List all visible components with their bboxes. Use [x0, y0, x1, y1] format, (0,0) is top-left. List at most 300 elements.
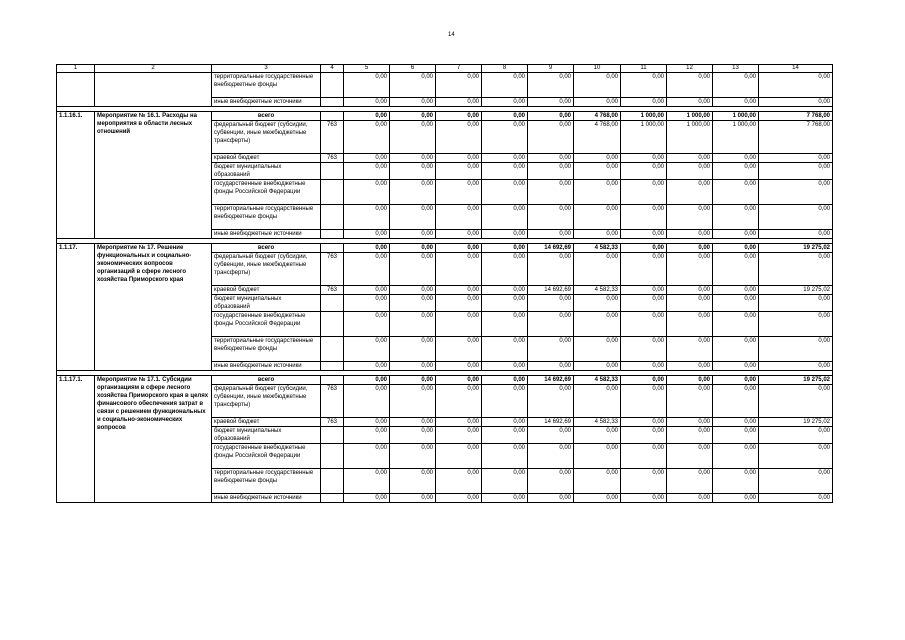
- grbs-code: [321, 376, 344, 385]
- amount-cell: 0,00: [621, 494, 667, 503]
- funding-source: краевой бюджет: [212, 418, 321, 427]
- amount-cell: 0,00: [482, 418, 528, 427]
- amount-cell: 0,00: [574, 154, 621, 163]
- amount-cell: 0,00: [667, 337, 713, 362]
- amount-cell: 0,00: [344, 73, 390, 98]
- amount-cell: 0,00: [759, 295, 833, 312]
- grbs-code: 763: [321, 154, 344, 163]
- amount-cell: 0,00: [436, 163, 482, 180]
- column-header: 14: [759, 65, 833, 73]
- funding-source: иные внебюджетные источники: [212, 98, 321, 107]
- column-number-row: [57, 65, 833, 73]
- amount-cell: 0,00: [621, 376, 667, 385]
- amount-cell: 0,00: [574, 444, 621, 469]
- amount-cell: 0,00: [574, 295, 621, 312]
- amount-cell: 0,00: [667, 418, 713, 427]
- amount-cell: 0,00: [344, 121, 390, 154]
- amount-cell: 0,00: [528, 385, 574, 418]
- funding-source: федеральный бюджет (субсидии, субвенции, иные межбюджетные трансферты): [212, 253, 321, 286]
- amount-cell: 0,00: [667, 385, 713, 418]
- amount-cell: 0,00: [574, 362, 621, 371]
- amount-cell: 0,00: [713, 494, 759, 503]
- amount-cell: 0,00: [390, 98, 436, 107]
- column-header: 5: [344, 65, 390, 73]
- amount-cell: 0,00: [574, 312, 621, 337]
- table-row: [57, 73, 833, 98]
- amount-cell: 0,00: [621, 253, 667, 286]
- amount-cell: 0,00: [482, 163, 528, 180]
- amount-cell: 0,00: [667, 98, 713, 107]
- funding-source: краевой бюджет: [212, 286, 321, 295]
- funding-source: иные внебюджетные источники: [212, 230, 321, 239]
- amount-cell: 0,00: [344, 112, 390, 121]
- table-body: [57, 65, 833, 503]
- amount-cell: 0,00: [759, 362, 833, 371]
- amount-cell: 0,00: [390, 112, 436, 121]
- table-row: [57, 376, 833, 385]
- column-header: 4: [321, 65, 344, 73]
- grbs-code: [321, 98, 344, 107]
- funding-source: краевой бюджет: [212, 154, 321, 163]
- amount-cell: 0,00: [436, 244, 482, 253]
- grbs-code: [321, 362, 344, 371]
- amount-cell: 0,00: [344, 444, 390, 469]
- amount-cell: 0,00: [482, 230, 528, 239]
- amount-cell: 0,00: [390, 427, 436, 444]
- amount-cell: 0,00: [713, 337, 759, 362]
- amount-cell: 0,00: [482, 376, 528, 385]
- measure-code: 1.1.17.1.: [57, 376, 95, 503]
- amount-cell: 0,00: [344, 362, 390, 371]
- amount-cell: 0,00: [574, 205, 621, 230]
- amount-cell: 0,00: [482, 337, 528, 362]
- amount-cell: 0,00: [390, 494, 436, 503]
- amount-cell: 0,00: [713, 154, 759, 163]
- amount-cell: 0,00: [528, 180, 574, 205]
- amount-cell: 0,00: [621, 418, 667, 427]
- amount-cell: 0,00: [528, 362, 574, 371]
- column-header: 8: [482, 65, 528, 73]
- amount-cell: 0,00: [528, 163, 574, 180]
- amount-cell: 0,00: [344, 337, 390, 362]
- funding-source: иные внебюджетные источники: [212, 494, 321, 503]
- amount-cell: 0,00: [436, 376, 482, 385]
- measure-name: [95, 73, 212, 107]
- grbs-code: 763: [321, 253, 344, 286]
- funding-source: федеральный бюджет (субсидии, субвенции, иные межбюджетные трансферты): [212, 121, 321, 154]
- amount-cell: 0,00: [390, 121, 436, 154]
- grbs-code: 763: [321, 286, 344, 295]
- amount-cell: 0,00: [713, 444, 759, 469]
- table-row: [57, 112, 833, 121]
- amount-cell: 0,00: [713, 376, 759, 385]
- amount-cell: 14 692,69: [528, 244, 574, 253]
- grbs-code: [321, 244, 344, 253]
- amount-cell: 4 582,33: [574, 376, 621, 385]
- amount-cell: 1 000,00: [621, 112, 667, 121]
- amount-cell: 0,00: [713, 295, 759, 312]
- amount-cell: 0,00: [713, 427, 759, 444]
- amount-cell: 0,00: [759, 337, 833, 362]
- column-header: 10: [574, 65, 621, 73]
- amount-cell: 0,00: [344, 286, 390, 295]
- amount-cell: 0,00: [528, 205, 574, 230]
- amount-cell: 7 768,00: [759, 112, 833, 121]
- amount-cell: 0,00: [436, 253, 482, 286]
- funding-source: территориальные государственные внебюджетные фонды: [212, 337, 321, 362]
- amount-cell: 0,00: [344, 295, 390, 312]
- amount-cell: 0,00: [482, 286, 528, 295]
- amount-cell: 0,00: [759, 312, 833, 337]
- amount-cell: 0,00: [482, 427, 528, 444]
- amount-cell: 14 692,69: [528, 376, 574, 385]
- amount-cell: 0,00: [528, 337, 574, 362]
- amount-cell: 0,00: [344, 312, 390, 337]
- grbs-code: [321, 295, 344, 312]
- grbs-code: [321, 205, 344, 230]
- amount-cell: 0,00: [667, 205, 713, 230]
- amount-cell: 0,00: [667, 494, 713, 503]
- grbs-code: 763: [321, 385, 344, 418]
- amount-cell: 0,00: [436, 121, 482, 154]
- amount-cell: 0,00: [667, 427, 713, 444]
- amount-cell: 0,00: [344, 205, 390, 230]
- grbs-code: [321, 180, 344, 205]
- amount-cell: 0,00: [344, 469, 390, 494]
- amount-cell: 0,00: [713, 385, 759, 418]
- amount-cell: 0,00: [390, 337, 436, 362]
- amount-cell: 0,00: [528, 427, 574, 444]
- grbs-code: [321, 163, 344, 180]
- amount-cell: 0,00: [713, 312, 759, 337]
- column-header: 3: [212, 65, 321, 73]
- amount-cell: 0,00: [574, 469, 621, 494]
- amount-cell: 0,00: [713, 205, 759, 230]
- grbs-code: [321, 494, 344, 503]
- column-header: 6: [390, 65, 436, 73]
- column-header: 2: [95, 65, 212, 73]
- funding-source: территориальные государственные внебюджетные фонды: [212, 73, 321, 98]
- amount-cell: 0,00: [713, 362, 759, 371]
- column-header: 1: [57, 65, 95, 73]
- grbs-code: [321, 312, 344, 337]
- amount-cell: 0,00: [574, 337, 621, 362]
- funding-source: федеральный бюджет (субсидии, субвенции, иные межбюджетные трансферты): [212, 385, 321, 418]
- amount-cell: 0,00: [344, 244, 390, 253]
- amount-cell: 0,00: [482, 253, 528, 286]
- amount-cell: 0,00: [390, 362, 436, 371]
- column-header: 11: [621, 65, 667, 73]
- amount-cell: 0,00: [528, 494, 574, 503]
- amount-cell: 0,00: [528, 230, 574, 239]
- amount-cell: 0,00: [621, 337, 667, 362]
- amount-cell: 0,00: [390, 376, 436, 385]
- amount-cell: 0,00: [390, 295, 436, 312]
- amount-cell: 0,00: [528, 295, 574, 312]
- amount-cell: 0,00: [390, 244, 436, 253]
- amount-cell: 0,00: [528, 444, 574, 469]
- amount-cell: 0,00: [482, 98, 528, 107]
- amount-cell: 1 000,00: [621, 121, 667, 154]
- amount-cell: 0,00: [759, 98, 833, 107]
- amount-cell: 0,00: [528, 98, 574, 107]
- table-row: [57, 244, 833, 253]
- amount-cell: 0,00: [759, 205, 833, 230]
- amount-cell: 0,00: [344, 253, 390, 286]
- amount-cell: 4 768,00: [574, 112, 621, 121]
- amount-cell: 0,00: [344, 385, 390, 418]
- amount-cell: 0,00: [344, 154, 390, 163]
- amount-cell: 0,00: [667, 230, 713, 239]
- amount-cell: 0,00: [759, 73, 833, 98]
- amount-cell: 0,00: [667, 469, 713, 494]
- amount-cell: 14 692,69: [528, 418, 574, 427]
- amount-cell: 0,00: [436, 112, 482, 121]
- grbs-code: [321, 469, 344, 494]
- amount-cell: 0,00: [621, 163, 667, 180]
- amount-cell: 0,00: [759, 253, 833, 286]
- amount-cell: 0,00: [574, 427, 621, 444]
- grbs-code: [321, 112, 344, 121]
- amount-cell: 0,00: [574, 98, 621, 107]
- amount-cell: 0,00: [759, 163, 833, 180]
- amount-cell: 0,00: [344, 98, 390, 107]
- amount-cell: 0,00: [436, 427, 482, 444]
- amount-cell: 0,00: [759, 494, 833, 503]
- amount-cell: 0,00: [482, 154, 528, 163]
- amount-cell: 0,00: [482, 469, 528, 494]
- amount-cell: 0,00: [713, 98, 759, 107]
- amount-cell: 19 275,02: [759, 244, 833, 253]
- amount-cell: 0,00: [621, 469, 667, 494]
- amount-cell: 0,00: [759, 427, 833, 444]
- amount-cell: 0,00: [759, 154, 833, 163]
- amount-cell: 0,00: [390, 418, 436, 427]
- column-header: 12: [667, 65, 713, 73]
- funding-source: государственные внебюджетные фонды Российской Федерации: [212, 180, 321, 205]
- amount-cell: 0,00: [390, 253, 436, 286]
- amount-cell: 0,00: [482, 295, 528, 312]
- grbs-code: [321, 444, 344, 469]
- amount-cell: 0,00: [436, 385, 482, 418]
- amount-cell: 0,00: [528, 312, 574, 337]
- amount-cell: 0,00: [667, 154, 713, 163]
- amount-cell: 0,00: [574, 180, 621, 205]
- amount-cell: 0,00: [713, 286, 759, 295]
- amount-cell: 0,00: [436, 73, 482, 98]
- amount-cell: 0,00: [344, 376, 390, 385]
- amount-cell: 0,00: [390, 205, 436, 230]
- amount-cell: 0,00: [436, 286, 482, 295]
- amount-cell: 0,00: [436, 418, 482, 427]
- amount-cell: 0,00: [621, 362, 667, 371]
- amount-cell: 0,00: [713, 253, 759, 286]
- funding-source: иные внебюджетные источники: [212, 362, 321, 371]
- amount-cell: 0,00: [713, 230, 759, 239]
- measure-name: Мероприятие № 16.1. Расходы на мероприятия в области лесных отношений: [95, 112, 212, 239]
- amount-cell: 0,00: [390, 385, 436, 418]
- funding-source: бюджет муниципальных образований: [212, 295, 321, 312]
- amount-cell: 0,00: [621, 98, 667, 107]
- amount-cell: 0,00: [667, 362, 713, 371]
- grbs-code: [321, 427, 344, 444]
- amount-cell: 0,00: [482, 362, 528, 371]
- amount-cell: 14 692,69: [528, 286, 574, 295]
- amount-cell: 0,00: [482, 385, 528, 418]
- amount-cell: 0,00: [482, 244, 528, 253]
- amount-cell: 0,00: [344, 163, 390, 180]
- amount-cell: 0,00: [482, 205, 528, 230]
- amount-cell: 0,00: [574, 163, 621, 180]
- amount-cell: 0,00: [436, 312, 482, 337]
- amount-cell: 0,00: [667, 295, 713, 312]
- amount-cell: 0,00: [621, 154, 667, 163]
- column-header: 7: [436, 65, 482, 73]
- funding-source: бюджет муниципальных образований: [212, 427, 321, 444]
- amount-cell: 0,00: [713, 418, 759, 427]
- amount-cell: 0,00: [621, 180, 667, 205]
- amount-cell: 0,00: [621, 230, 667, 239]
- amount-cell: 0,00: [436, 205, 482, 230]
- amount-cell: 19 275,02: [759, 418, 833, 427]
- amount-cell: 0,00: [528, 121, 574, 154]
- amount-cell: 0,00: [621, 73, 667, 98]
- amount-cell: 0,00: [713, 73, 759, 98]
- amount-cell: 0,00: [436, 362, 482, 371]
- amount-cell: 19 275,02: [759, 286, 833, 295]
- measure-code: 1.1.16.1.: [57, 112, 95, 239]
- amount-cell: 0,00: [667, 312, 713, 337]
- amount-cell: 0,00: [528, 154, 574, 163]
- amount-cell: 0,00: [344, 180, 390, 205]
- amount-cell: 0,00: [759, 469, 833, 494]
- amount-cell: 0,00: [759, 180, 833, 205]
- amount-cell: 0,00: [528, 73, 574, 98]
- amount-cell: 19 275,02: [759, 376, 833, 385]
- amount-cell: 0,00: [482, 312, 528, 337]
- amount-cell: 0,00: [528, 112, 574, 121]
- amount-cell: 0,00: [759, 230, 833, 239]
- amount-cell: 0,00: [621, 244, 667, 253]
- amount-cell: 0,00: [667, 180, 713, 205]
- amount-cell: 0,00: [759, 385, 833, 418]
- amount-cell: 0,00: [436, 337, 482, 362]
- amount-cell: 0,00: [528, 469, 574, 494]
- measure-name: Мероприятие № 17.1. Субсидии организациям в сфере лесного хозяйства Приморского края в целях финансового обеспечения затрат в связи с решением функциональных и социально-экономических вопросов: [95, 376, 212, 503]
- measure-name: Мероприятие № 17. Решение функциональных и социально-экономических вопросов организаций в сфере лесного хозяйства Приморского края: [95, 244, 212, 371]
- amount-cell: 0,00: [436, 444, 482, 469]
- amount-cell: 0,00: [436, 295, 482, 312]
- amount-cell: 0,00: [482, 494, 528, 503]
- amount-cell: 0,00: [574, 230, 621, 239]
- amount-cell: 4 582,33: [574, 244, 621, 253]
- amount-cell: 0,00: [390, 163, 436, 180]
- amount-cell: 4 582,33: [574, 418, 621, 427]
- column-header: 13: [713, 65, 759, 73]
- amount-cell: 0,00: [574, 494, 621, 503]
- funding-source: территориальные государственные внебюджетные фонды: [212, 205, 321, 230]
- amount-cell: 0,00: [482, 121, 528, 154]
- amount-cell: 0,00: [390, 312, 436, 337]
- amount-cell: 0,00: [390, 230, 436, 239]
- amount-cell: 0,00: [436, 154, 482, 163]
- amount-cell: 0,00: [621, 295, 667, 312]
- funding-source: государственные внебюджетные фонды Российской Федерации: [212, 444, 321, 469]
- amount-cell: 0,00: [344, 418, 390, 427]
- amount-cell: 0,00: [528, 253, 574, 286]
- amount-cell: 0,00: [482, 112, 528, 121]
- amount-cell: 0,00: [667, 376, 713, 385]
- amount-cell: 0,00: [390, 180, 436, 205]
- amount-cell: 0,00: [390, 286, 436, 295]
- column-header: 9: [528, 65, 574, 73]
- amount-cell: 1 000,00: [713, 112, 759, 121]
- amount-cell: 0,00: [574, 253, 621, 286]
- amount-cell: 0,00: [436, 469, 482, 494]
- grbs-code: [321, 230, 344, 239]
- amount-cell: 1 000,00: [713, 121, 759, 154]
- amount-cell: 0,00: [574, 73, 621, 98]
- funding-source: бюджет муниципальных образований: [212, 163, 321, 180]
- amount-cell: 0,00: [713, 163, 759, 180]
- amount-cell: 0,00: [713, 469, 759, 494]
- amount-cell: 4 582,33: [574, 286, 621, 295]
- grbs-code: [321, 73, 344, 98]
- amount-cell: 0,00: [436, 230, 482, 239]
- funding-source: территориальные государственные внебюджетные фонды: [212, 469, 321, 494]
- grbs-code: 763: [321, 121, 344, 154]
- amount-cell: 1 000,00: [667, 112, 713, 121]
- amount-cell: 0,00: [667, 286, 713, 295]
- funding-source: государственные внебюджетные фонды Российской Федерации: [212, 312, 321, 337]
- measure-code: [57, 73, 95, 107]
- amount-cell: 0,00: [482, 444, 528, 469]
- amount-cell: 0,00: [713, 244, 759, 253]
- amount-cell: 0,00: [621, 385, 667, 418]
- amount-cell: 0,00: [390, 73, 436, 98]
- funding-source: всего: [212, 244, 321, 253]
- amount-cell: 0,00: [667, 244, 713, 253]
- amount-cell: 7 768,00: [759, 121, 833, 154]
- amount-cell: 0,00: [621, 427, 667, 444]
- amount-cell: 0,00: [759, 444, 833, 469]
- amount-cell: 0,00: [436, 98, 482, 107]
- amount-cell: 0,00: [390, 469, 436, 494]
- grbs-code: [321, 337, 344, 362]
- amount-cell: 1 000,00: [667, 121, 713, 154]
- amount-cell: 0,00: [482, 73, 528, 98]
- amount-cell: 0,00: [621, 312, 667, 337]
- amount-cell: 0,00: [344, 230, 390, 239]
- amount-cell: 0,00: [667, 253, 713, 286]
- amount-cell: 4 768,00: [574, 121, 621, 154]
- amount-cell: 0,00: [574, 385, 621, 418]
- amount-cell: 0,00: [713, 180, 759, 205]
- amount-cell: 0,00: [390, 154, 436, 163]
- funding-source: всего: [212, 376, 321, 385]
- measure-code: 1.1.17.: [57, 244, 95, 371]
- amount-cell: 0,00: [390, 444, 436, 469]
- amount-cell: 0,00: [436, 494, 482, 503]
- amount-cell: 0,00: [482, 180, 528, 205]
- amount-cell: 0,00: [667, 444, 713, 469]
- amount-cell: 0,00: [621, 444, 667, 469]
- grbs-code: 763: [321, 418, 344, 427]
- amount-cell: 0,00: [667, 73, 713, 98]
- amount-cell: 0,00: [344, 494, 390, 503]
- funding-source: всего: [212, 112, 321, 121]
- amount-cell: 0,00: [621, 286, 667, 295]
